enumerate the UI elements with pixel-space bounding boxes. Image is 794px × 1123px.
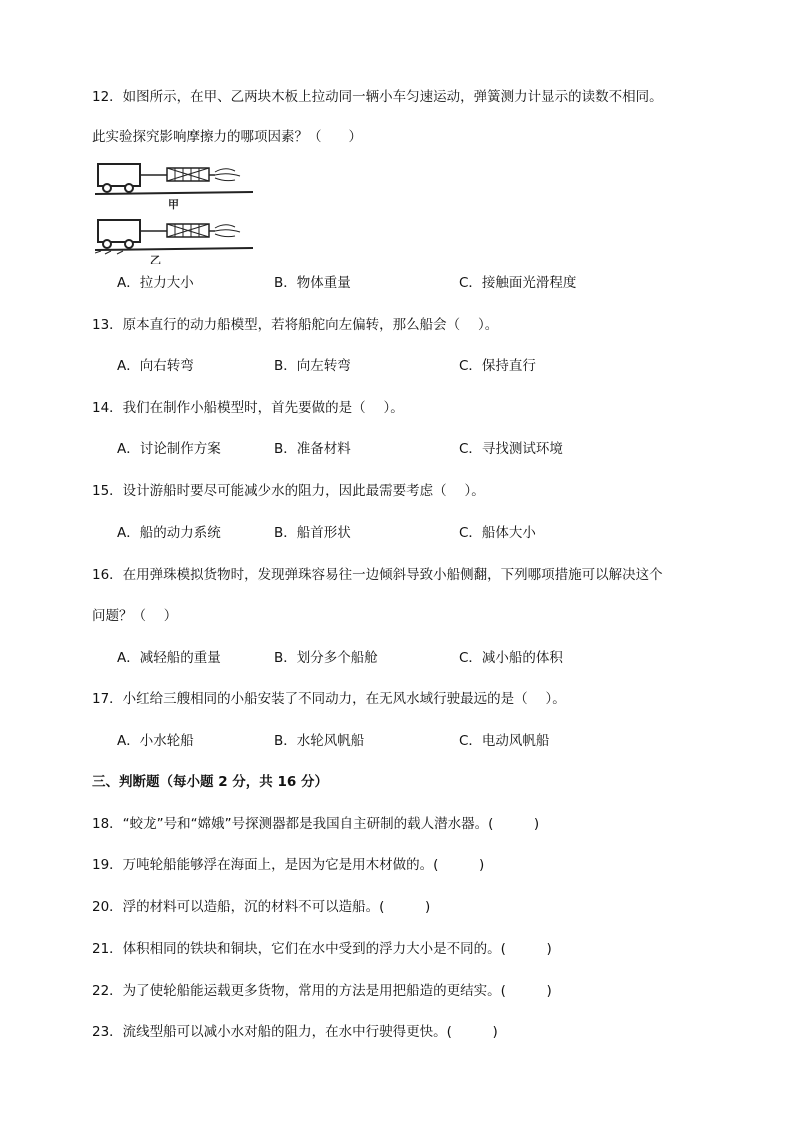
question-16-line-2: 问题？（ ） [92, 608, 178, 624]
option-a: A．向右转弯 [117, 358, 194, 374]
question-13-text: 13．原本直行的动力船模型，若将船舵向左偏转，那么船会（ ）。 [92, 317, 499, 333]
option-b: B．船首形状 [274, 525, 351, 541]
cart-jia-diagram [95, 164, 253, 194]
question-21-text: 21．体积相同的铁块和铜块，它们在水中受到的浮力大小是不同的。( ) [92, 941, 552, 957]
option-b: B．准备材料 [274, 441, 351, 457]
figure-label-jia: 甲 [168, 199, 179, 211]
option-b: B．水轮风帆船 [274, 733, 365, 749]
question-19-text: 19．万吨轮船能够浮在海面上，是因为它是用木材做的。( ) [92, 857, 485, 873]
question-23-text: 23．流线型船可以减小水对船的阻力，在水中行驶得更快。( ) [92, 1024, 498, 1040]
option-c: C．保持直行 [459, 358, 536, 374]
option-b: B．物体重量 [274, 275, 351, 291]
option-c: C．船体大小 [459, 525, 536, 541]
question-17-text: 17．小红给三艘相同的小船安装了不同动力，在无风水域行驶最远的是（ ）。 [92, 691, 566, 707]
option-c: C．接触面光滑程度 [459, 275, 577, 291]
option-a: A．小水轮船 [117, 733, 194, 749]
option-b: B．划分多个船舱 [274, 650, 378, 666]
question-18-text: 18．“蛟龙”号和“嫦娥”号探测器都是我国自主研制的载人潜水器。( ) [92, 816, 540, 832]
figure-label-yi: 乙 [150, 255, 161, 264]
option-c: C．寻找测试环境 [459, 441, 563, 457]
friction-experiment-figure [95, 158, 255, 264]
option-a: A．船的动力系统 [117, 525, 221, 541]
question-14-text: 14．我们在制作小船模型时，首先要做的是（ ）。 [92, 400, 404, 416]
question-20-text: 20．浮的材料可以造船，沉的材料不可以造船。( ) [92, 899, 431, 915]
option-a: A．减轻船的重量 [117, 650, 221, 666]
option-a: A．拉力大小 [117, 275, 194, 291]
option-a: A．讨论制作方案 [117, 441, 221, 457]
cart-yi-diagram [95, 220, 253, 254]
option-c: C．减小船的体积 [459, 650, 563, 666]
question-12-line-2: 此实验探究影响摩擦力的哪项因素？（ ） [92, 129, 362, 145]
question-12-line-1: 12．如图所示，在甲、乙两块木板上拉动同一辆小车匀速运动，弹簧测力计显示的读数不相同。 [92, 89, 663, 105]
section-3-heading: 三、判断题（每小题 2 分，共 16 分） [92, 774, 328, 790]
question-16-line-1: 16．在用弹珠模拟货物时，发现弹珠容易往一边倾斜导致小船侧翻，下列哪项措施可以解决这个 [92, 567, 663, 583]
option-b: B．向左转弯 [274, 358, 351, 374]
question-15-text: 15．设计游船时要尽可能减少水的阻力，因此最需要考虑（ ）。 [92, 483, 485, 499]
question-22-text: 22．为了使轮船能运载更多货物，常用的方法是用把船造的更结实。( ) [92, 983, 552, 999]
option-c: C．电动风帆船 [459, 733, 550, 749]
